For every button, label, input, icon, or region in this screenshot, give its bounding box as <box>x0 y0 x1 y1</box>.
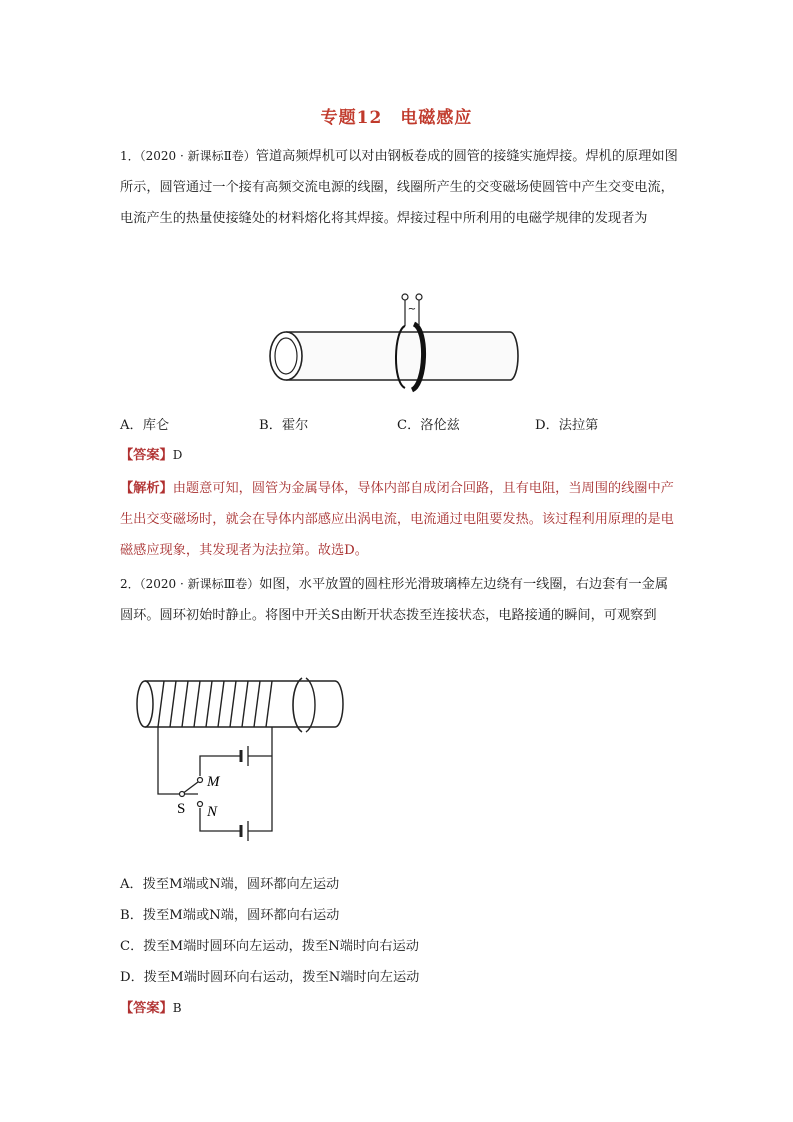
ac-source-symbol: ~ <box>407 304 417 315</box>
question-1-number: 1． <box>120 149 140 163</box>
q1-option-d: D．法拉第 <box>535 418 599 433</box>
question-2-text: 如图，水平放置的圆柱形光滑玻璃棒左边绕有一线圈，右边套有一金属圆环。圆环初始时静止。将图中开关S由断开状态拨至连接状态，电路接通的瞬间，可观察到 <box>120 577 669 623</box>
q2-option-b: B．拨至M端或N端，圆环都向右运动 <box>120 908 340 923</box>
q1-option-b: B．霍尔 <box>259 418 309 433</box>
q2-option-a: A．拨至M端或N端，圆环都向左运动 <box>120 877 340 892</box>
q2-option-d: D．拨至M端时圆环向右运动，拨至N端时向左运动 <box>120 970 420 985</box>
analysis-text: 由题意可知，圆管为金属导体，导体内部自成闭合回路，且有电阻，当周围的线圈中产生出交变磁场时，就会在导体内部感应出涡电流，电流通过电阻要发热。该过程利用原理的是电磁感应现象，其发现者为法拉第。故选D。 <box>120 481 674 558</box>
answer-value: B <box>172 1001 182 1015</box>
question-2-number: 2． <box>120 577 140 591</box>
question-1-source: （2020 · 新课标Ⅱ卷） <box>139 149 256 163</box>
answer-tag: 【答案】 <box>120 448 173 463</box>
switch-label: S <box>177 801 186 817</box>
terminal-n-label: N <box>207 804 218 820</box>
q1-option-c: C．洛伦兹 <box>397 418 460 433</box>
answer-value: D <box>172 448 183 462</box>
page-title: 专题12 电磁感应 <box>320 108 473 128</box>
q2-option-c: C．拨至M端时圆环向左运动，拨至N端时向右运动 <box>120 939 419 954</box>
coil-circuit-figure <box>130 676 350 846</box>
question-2-stem <box>120 569 680 631</box>
question-1-text: 管道高频焊机可以对由钢板卷成的圆管的接缝实施焊接。焊机的原理如图所示，圆管通过一个接有高频交流电源的线圈，线圈所产生的交变磁场使圆管中产生交变电流，电流产生的热量使接缝处的材料熔化将其焊接。焊接过程中所利用的电磁学规律的发现者为 <box>120 149 678 226</box>
terminal-m-label: M <box>207 774 220 790</box>
analysis-tag: 【解析】 <box>120 481 173 496</box>
welding-pipe-figure <box>262 290 527 390</box>
q1-answer <box>120 444 182 463</box>
answer-tag: 【答案】 <box>120 1001 173 1016</box>
question-1-stem <box>120 141 680 234</box>
q1-analysis <box>120 473 680 566</box>
q1-option-a: A．库仑 <box>120 418 170 433</box>
question-2-source: （2020 · 新课标Ⅲ卷） <box>139 577 260 591</box>
q2-answer <box>120 997 182 1016</box>
